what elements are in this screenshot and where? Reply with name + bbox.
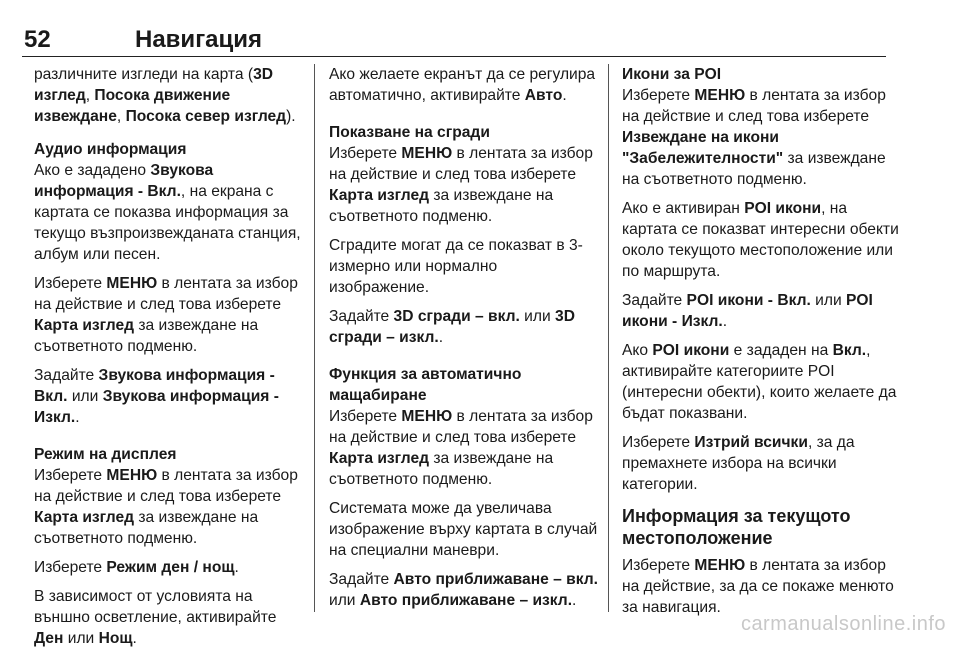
page-header [22, 22, 886, 57]
section-heading-current-location: Информация за текущото местоположение [622, 506, 851, 548]
paragraph: Изберете Изтрий всички, за да премахнете избора на всички категории. [622, 434, 855, 493]
watermark-text: carmanualsonline.info [740, 613, 946, 635]
paragraph: Ако POI икони е зададен на Вкл., активирайте категориите POI (интересни обекти), които желаете да бъдат показвани. [622, 342, 897, 422]
chapter-title: Навигация [135, 26, 263, 53]
paragraph: Изберете МЕНЮ в лентата за избор на действие, за да се покаже менюто за навигация. [622, 557, 894, 616]
paragraph: Изберете МЕНЮ в лентата за избор на действие и след това изберете Извеждане на икони "Забележителности" за извеждане на съответното подменю. [622, 87, 886, 188]
section-heading-auto-zoom: Функция за автоматично мащабиране [329, 366, 522, 404]
section-heading-buildings: Показване на сгради [329, 124, 490, 141]
paragraph: различните изгледи на карта (3D изглед, Посока движение извеждане, Посока север изглед). [34, 66, 296, 125]
column-divider [314, 64, 315, 612]
paragraph: Ако е активиран POI икони, на картата се показват интересни обекти около текущото местоположение или по маршрута. [622, 200, 899, 280]
paragraph: Изберете Режим ден / нощ. [34, 559, 239, 576]
paragraph: Системата може да увеличава изображение върху картата в случай на специални маневри. [329, 500, 598, 559]
column-3 [622, 64, 902, 626]
paragraph: Ако желаете екранът да се регулира автоматично, активирайте Авто. [329, 66, 596, 104]
column-2 [329, 64, 601, 619]
paragraph: Задайте Звукова информация - Вкл. или Звукова информация - Изкл.. [34, 367, 279, 426]
paragraph: Изберете МЕНЮ в лентата за избор на действие и след това изберете Карта изглед за извеждане на съответното подменю. [329, 145, 593, 225]
column-1 [34, 64, 306, 657]
page-number: 52 [24, 26, 51, 53]
paragraph: Сградите могат да се показват в 3-измерно или нормално изображение. [329, 237, 583, 296]
column-divider [608, 64, 609, 612]
paragraph: Задайте 3D сгради – вкл. или 3D сгради – изкл.. [329, 308, 575, 346]
paragraph: Изберете МЕНЮ в лентата за избор на действие и след това изберете Карта изглед за извеждане на съответното подменю. [34, 275, 298, 355]
paragraph: Изберете МЕНЮ в лентата за избор на действие и след това изберете Карта изглед за извеждане на съответното подменю. [34, 467, 298, 547]
paragraph: В зависимост от условията на външно осветление, активирайте Ден или Нощ. [34, 588, 277, 647]
paragraph: Ако е зададено Звукова информация - Вкл., на екрана с картата се показва информация за текущо възпроизвежданата станция, албум или песен. [34, 162, 301, 263]
section-heading-poi-icons: Икони за POI [622, 66, 722, 83]
paragraph: Задайте Авто приближаване – вкл. или Авто приближаване – изкл.. [329, 571, 598, 609]
paragraph: Изберете МЕНЮ в лентата за избор на действие и след това изберете Карта изглед за извеждане на съответното подменю. [329, 408, 593, 488]
section-heading-display-mode: Режим на дисплея [34, 446, 177, 463]
paragraph: Задайте POI икони - Вкл. или POI икони - Изкл.. [622, 292, 873, 330]
section-heading-audio-info: Аудио информация [34, 141, 187, 158]
